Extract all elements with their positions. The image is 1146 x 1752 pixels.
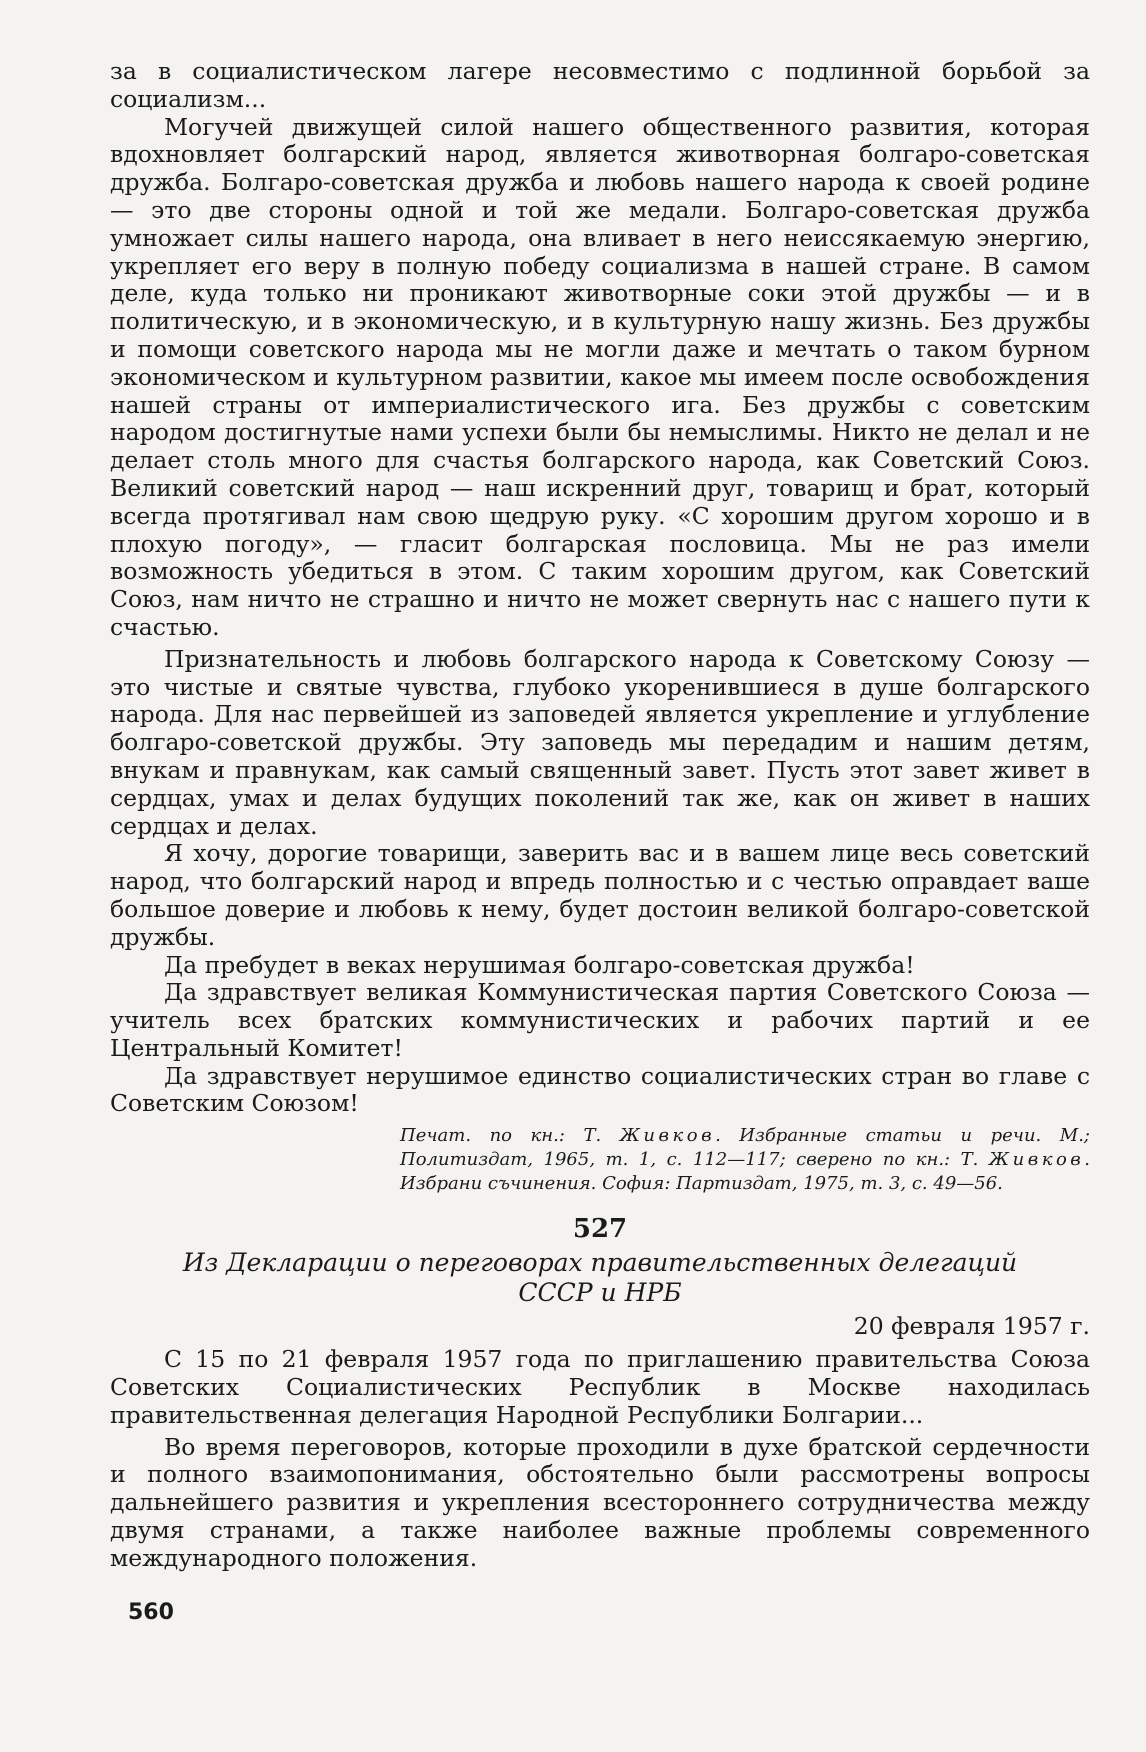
citation-part-3: . Избрани съчинения. София: Партиздат, 1975, т. 3, с. 49—56.	[400, 1149, 1090, 1195]
source-citation	[400, 1124, 1090, 1196]
document-date: 20 февраля 1957 г.	[853, 1312, 1090, 1341]
body-paragraph-3: Признательность и любовь болгарского народа к Советскому Союзу — это чистые и святые чувства, глубоко укоренившиеся в душе болгарского народа. Для нас первейшей из заповедей является укрепление и углубление болгаро-советской дружбы. Эту заповедь мы передадим и нашим детям, внукам и правнукам, как самый священный завет. Пусть этот завет живет в сердцах, умах и делах будущих поколений так же, как он живет в наших сердцах и делах.	[110, 644, 1090, 840]
body-paragraph-1: за в социалистическом лагере несовместимо с подлинной борьбой за социализм...	[110, 57, 1090, 113]
citation-part-2: . Избранные статьи и речи. М.; Политиздат, 1965, т. 1, с. 112—117; сверено по кн.: Т.	[400, 1125, 1090, 1171]
body-paragraph-7: Да здравствует нерушимое единство социалистических стран во главе с Советским Союзом!	[110, 1061, 1090, 1118]
document-paragraph-2: Во время переговоров, которые проходили в духе братской сердечности и полного взаимопонимания, обстоятельно были рассмотрены вопросы дальнейшего развития и укрепления всестороннего сотрудничества между двумя странами, а также наиболее важные проблемы современного международного положения.	[110, 1432, 1090, 1572]
citation-author-1: Живков	[619, 1125, 716, 1147]
body-paragraph-6: Да здравствует великая Коммунистическая партия Советского Союза — учитель всех братских коммунистических и рабочих партий и ее Центральный Комитет!	[110, 978, 1090, 1062]
body-paragraph-5: Да пребудет в веках нерушимая болгаро-советская дружба!	[164, 950, 915, 979]
citation-part-1: Печат. по кн.: Т.	[400, 1125, 602, 1147]
document-number: 527	[572, 1214, 628, 1245]
document-title: Из Декларации о переговорах правительственных делегаций СССР и НРБ	[182, 1248, 1018, 1308]
page-number: 560	[128, 1600, 174, 1625]
document-paragraph-1: С 15 по 21 февраля 1957 года по приглашению правительства Союза Советских Социалистических Республик в Москве находилась правительственная делегация Народной Республики Болгарии...	[110, 1345, 1090, 1429]
citation-author-2: Живков	[988, 1149, 1085, 1171]
body-paragraph-4: Я хочу, дорогие товарищи, заверить вас и в вашем лице весь советский народ, что болгарский народ и впредь полностью и с честью оправдает ваше большое доверие и любовь к нему, будет достоин великой болгаро-советской дружбы.	[110, 839, 1090, 951]
body-paragraph-2: Могучей движущей силой нашего общественного развития, которая вдохновляет болгарский народ, является животворная болгаро-советская дружба. Болгаро-советская дружба и любовь нашего народа к своей родине — это две стороны одной и той же медали. Болгаро-советская дружба умножает силы нашего народа, она вливает в него неиссякаемую энергию, укрепляет его веру в полную победу социализма в нашей стране. В самом деле, куда только ни проникают животворные соки этой дружбы — и в политическую, и в экономическую, и в культурную нашу жизнь. Без дружбы и помощи советского народа мы не могли даже и мечтать о таком бурном экономическом и культурном развитии, какое мы имеем после освобождения нашей страны от империалистического ига. Без дружбы с советским народом достигнутые нами успехи были бы немыслимы. Никто не делал и не делает столь много для счастья болгарского народа, как Советский Союз. Великий советский народ — наш искренний друг, товарищ и брат, который всегда протягивал нам свою щедрую руку. «С хорошим другом хорошо и в плохую погоду», — гласит болгарская пословица. Мы не раз имели возможность убедиться в этом. С таким хорошим другом, как Советский Союз, нам ничто не страшно и ничто не может свернуть нас с нашего пути к счастью.	[110, 112, 1090, 641]
